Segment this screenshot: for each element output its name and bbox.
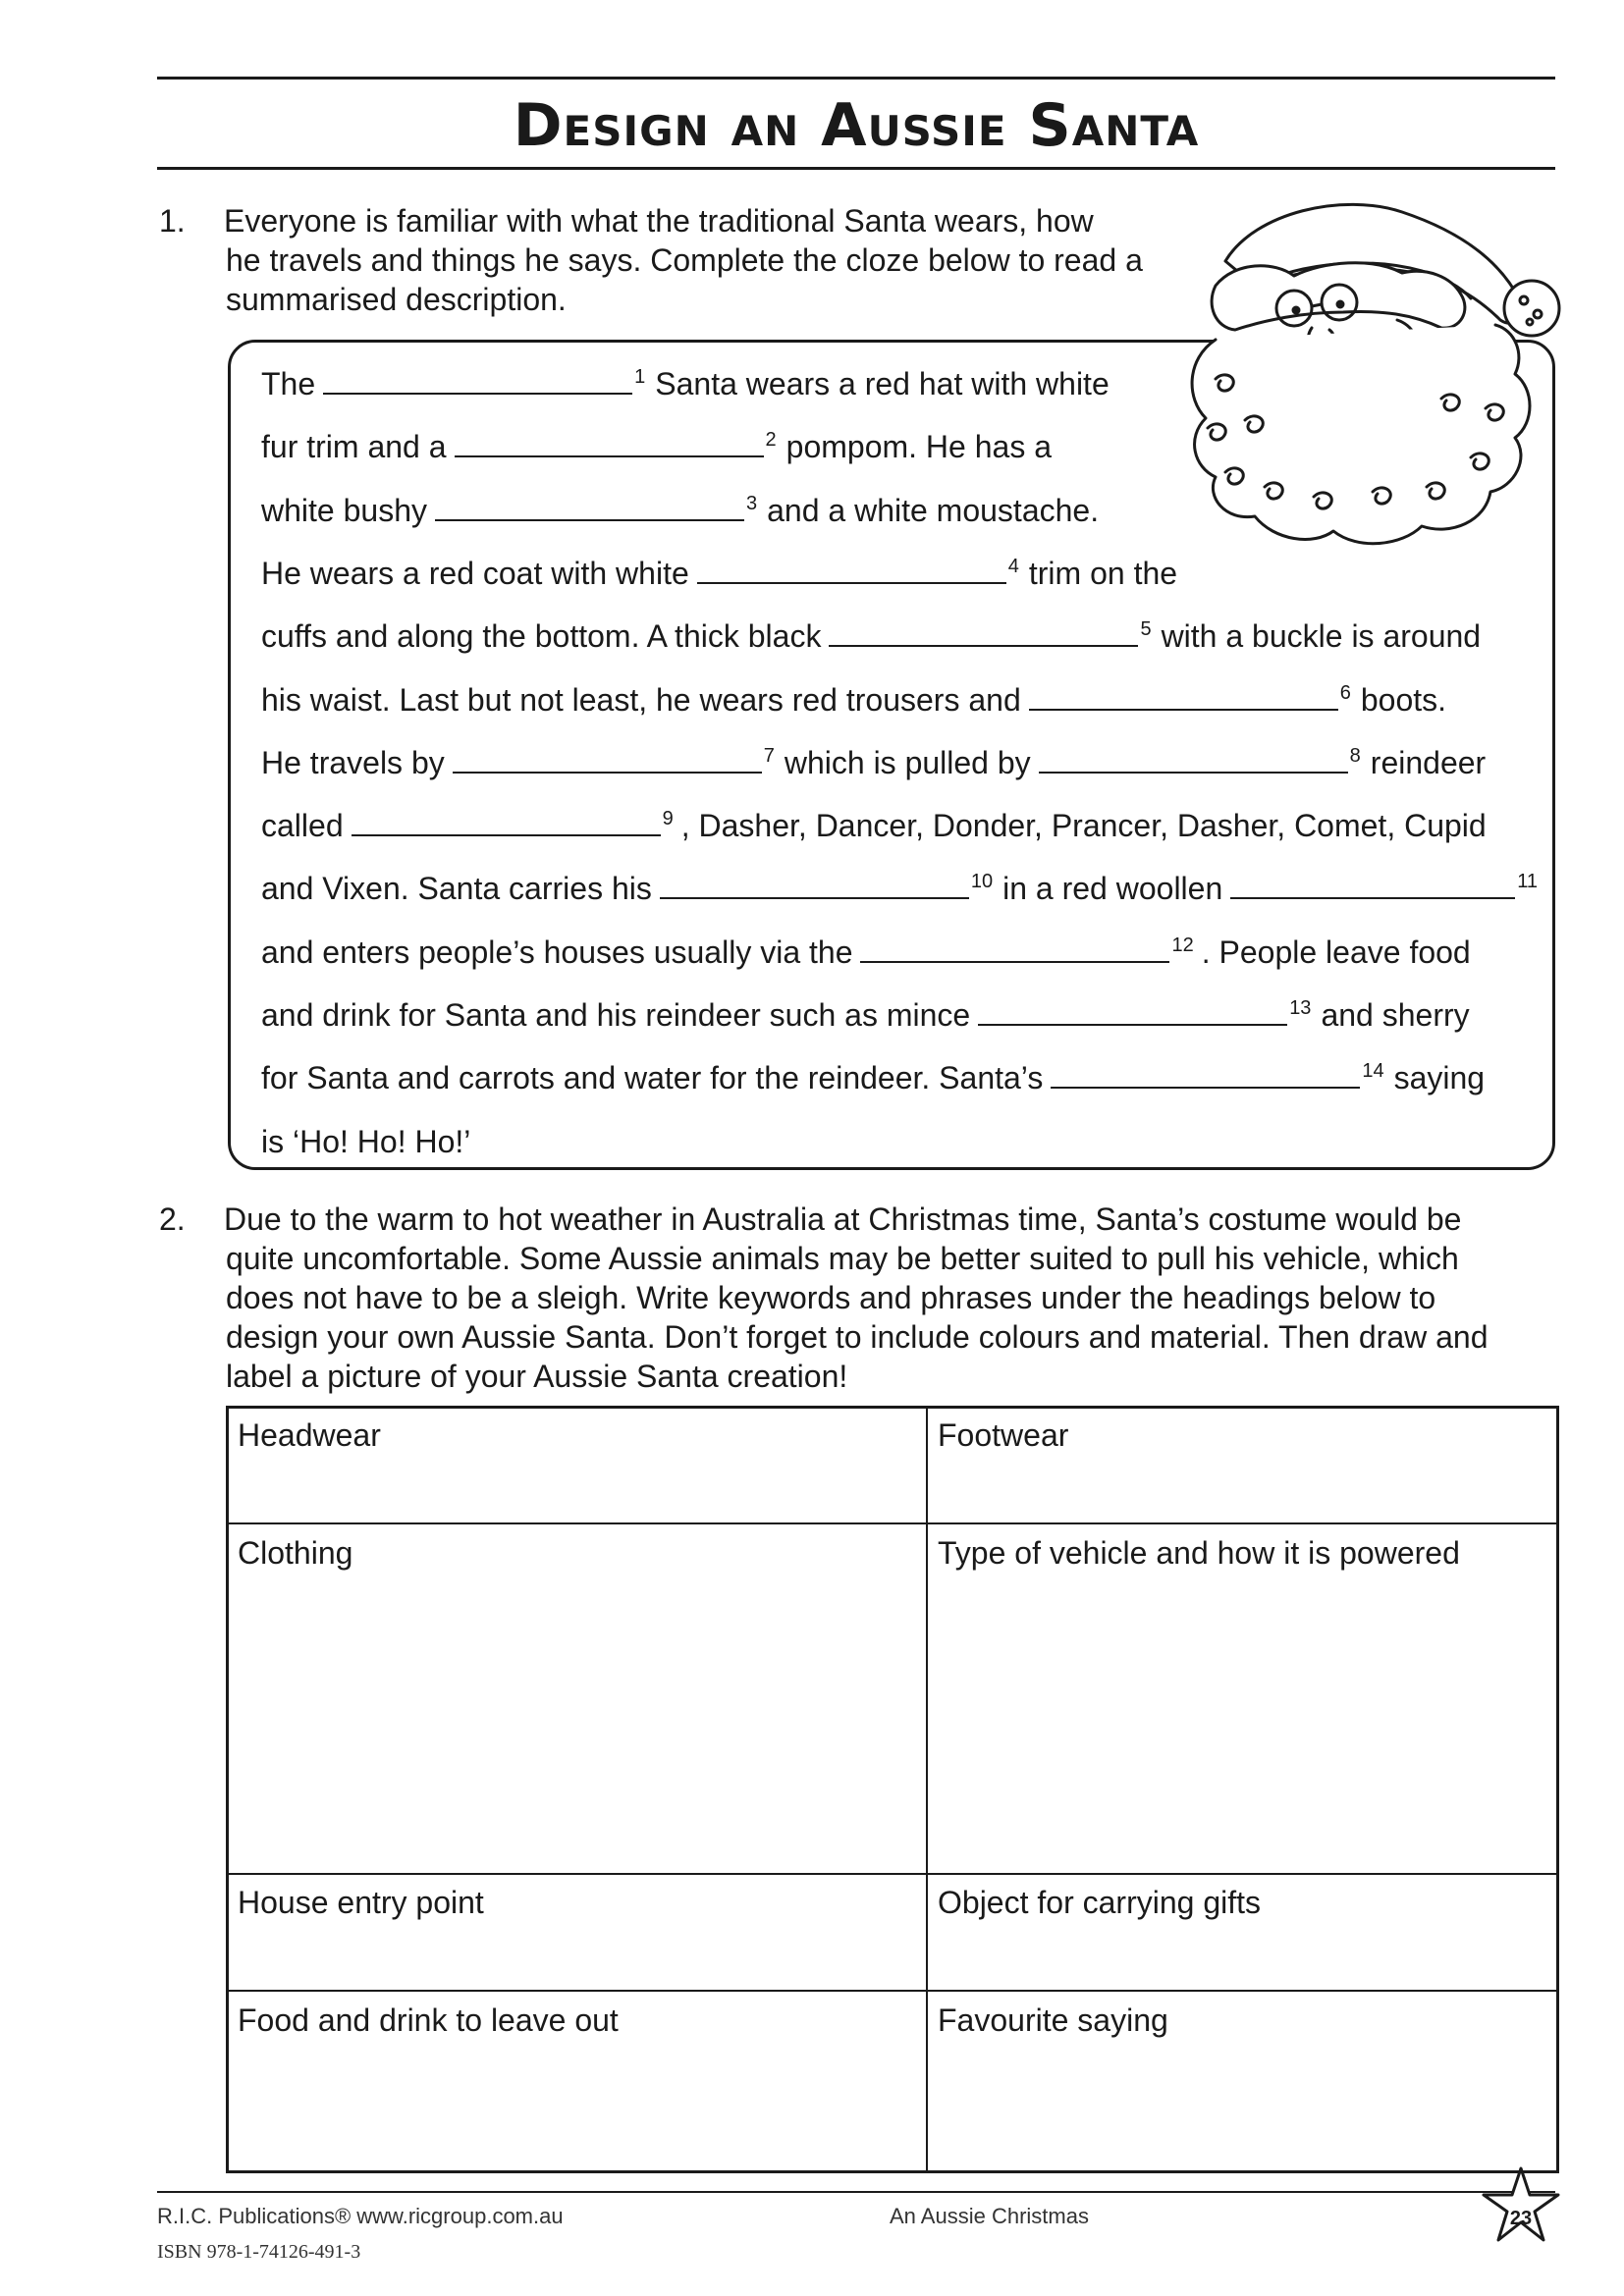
cloze-blank[interactable] [1029,683,1338,711]
cloze-text: in a red woollen [1002,871,1223,906]
question-2-line: quite uncomfortable. Some Aussie animals may be better suited to pull his vehicle, which [226,1241,1459,1276]
footer-rule [157,2191,1555,2193]
cell-saying: Favourite saying [938,2002,1168,2038]
cloze-line [261,554,1177,593]
cloze-blank[interactable] [455,430,764,457]
question-1-number: 1. [159,203,186,239]
cloze-blank[interactable] [323,367,632,395]
cloze-text: with a buckle is around [1161,618,1482,654]
cloze-text: He wears a red coat with white [261,556,689,591]
cloze-text: The [261,366,316,401]
blank-number: 1 [634,366,646,389]
cloze-text: reindeer [1370,745,1487,780]
blank-number: 4 [1007,556,1019,578]
question-1-line: he travels and things he says. Complete the cloze below to read a [226,242,1143,278]
footer-book-title: An Aussie Christmas [890,2204,1089,2228]
cell-house-entry: House entry point [238,1885,484,1920]
cloze-line [261,933,1471,972]
cloze-text: white bushy [261,493,427,528]
cloze-text: cuffs and along the bottom. A thick black [261,618,822,654]
cloze-blank[interactable] [352,809,661,836]
blank-number: 8 [1349,745,1361,768]
question-2-line: Due to the warm to hot weather in Australia at Christmas time, Santa’s costume would be [224,1201,1462,1237]
cell-gift-object: Object for carrying gifts [938,1885,1261,1920]
cloze-text: , Dasher, Dancer, Donder, Prancer, Dasher, Comet, Cupid [680,808,1487,843]
question-1-line: summarised description. [226,282,567,317]
cloze-line [261,427,1052,466]
cloze-blank[interactable] [1039,746,1348,774]
table-row-divider [226,1873,1559,1875]
cloze-blank[interactable] [435,494,744,521]
blank-number: 3 [745,493,758,515]
blank-number: 5 [1140,618,1152,641]
table-row-divider [226,1522,1559,1524]
cloze-text: which is pulled by [784,745,1031,780]
cloze-text: boots. [1360,682,1447,718]
page-title: Design an Aussie Santa [513,91,1200,160]
cloze-line [261,869,1545,908]
cloze-text: for Santa and carrots and water for the reindeer. Santa’s [261,1060,1044,1095]
cloze-blank[interactable] [829,619,1138,647]
santa-face-illustration [1147,192,1579,556]
blank-number: 2 [765,429,777,452]
cloze-blank[interactable] [697,557,1006,584]
cell-footwear: Footwear [938,1417,1069,1453]
blank-number: 9 [662,808,674,830]
cloze-text: fur trim and a [261,429,447,464]
cloze-line [261,1058,1485,1097]
cloze-text: pompom. He has a [785,429,1052,464]
cloze-text: saying [1393,1060,1486,1095]
cloze-blank[interactable] [1051,1061,1360,1089]
cloze-text: called [261,808,344,843]
cloze-text: and Vixen. Santa carries his [261,871,652,906]
cloze-text: is ‘Ho! Ho! Ho!’ [261,1124,471,1159]
cloze-text: and enters people’s houses usually via the [261,934,853,970]
cell-headwear: Headwear [238,1417,381,1453]
question-2-line: label a picture of your Aussie Santa creation! [226,1359,848,1394]
blank-number: 13 [1289,997,1312,1020]
blank-number: 14 [1362,1060,1384,1083]
cloze-line [261,364,1110,403]
cloze-text: trim on the [1028,556,1178,591]
footer-isbn: ISBN 978-1-74126-491-3 [157,2241,361,2263]
cloze-text: He travels by [261,745,445,780]
cloze-line [261,806,1487,845]
design-table [226,1406,1559,2173]
page-number: 23 [1509,2208,1533,2229]
cloze-blank[interactable] [978,998,1287,1026]
cell-food-drink: Food and drink to leave out [238,2002,619,2038]
cloze-line [261,995,1470,1035]
cloze-line [261,680,1446,720]
cloze-blank[interactable] [453,746,762,774]
question-1-line: Everyone is familiar with what the traditional Santa wears, how [224,203,1094,239]
cloze-line [261,491,1099,530]
cloze-text: his waist. Last but not least, he wears red trousers and [261,682,1021,718]
blank-number: 7 [763,745,775,768]
question-2-line: does not have to be a sleigh. Write keywords and phrases under the headings below to [226,1280,1436,1315]
question-2-number: 2. [159,1201,186,1237]
cloze-text: and drink for Santa and his reindeer such as mince [261,997,971,1033]
blank-number: 12 [1171,934,1194,957]
cloze-text: and a white moustache. [767,493,1100,528]
table-divider [926,1406,928,2173]
top-rule [157,77,1555,80]
blank-number: 10 [970,871,994,893]
table-row-divider [226,1990,1559,1992]
cloze-blank[interactable] [1230,872,1515,899]
cloze-line [261,743,1486,782]
cell-clothing: Clothing [238,1535,353,1571]
cloze-text: Santa wears a red hat with white [655,366,1110,401]
footer-publisher: R.I.C. Publications® www.ricgroup.com.au [157,2204,564,2228]
cloze-text: and sherry [1321,997,1470,1033]
blank-number: 11 [1517,871,1539,893]
question-2-line: design your own Aussie Santa. Don’t forget to include colours and material. Then draw and [226,1319,1489,1355]
cell-vehicle: Type of vehicle and how it is powered [938,1535,1460,1571]
cloze-text: . People leave food [1201,934,1471,970]
cloze-blank[interactable] [860,935,1169,963]
cloze-line [261,616,1481,656]
title-bottom-rule [157,167,1555,170]
cloze-line [261,1122,470,1161]
cloze-blank[interactable] [660,872,969,899]
blank-number: 6 [1339,682,1351,705]
